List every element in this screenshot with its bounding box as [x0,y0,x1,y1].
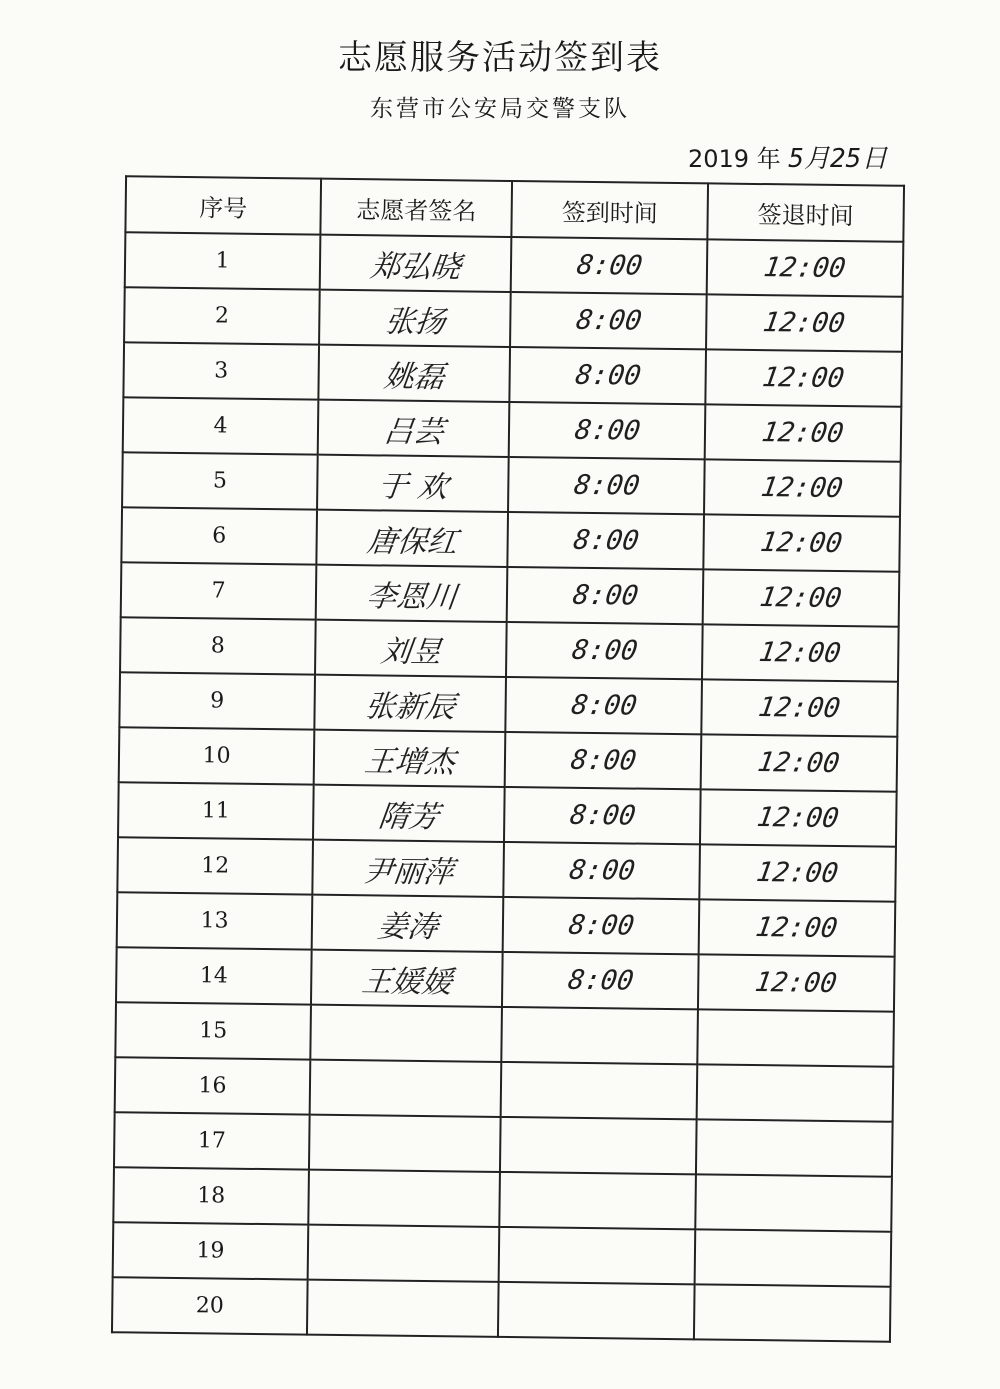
table-row [114,1112,893,1177]
signout-time: 12:00 [761,307,848,340]
table-row [117,892,896,957]
table-row [121,507,900,572]
volunteer-signature: 尹丽萍 [360,853,455,890]
volunteer-signature: 唐保红 [364,523,459,560]
signin-time-cell [502,1007,698,1064]
signin-time: 8:00 [567,799,638,832]
organization-subtitle: 东营市公安局交警支队 [370,96,630,122]
signin-time: 8:00 [568,744,638,777]
volunteer-signature: 隋芳 [376,798,441,835]
signin-time-cell [500,1172,696,1229]
signout-time: 12:00 [758,527,845,560]
signin-time: 8:00 [570,524,641,557]
signature-cell [314,730,506,787]
sheet-date [688,138,887,175]
signin-time-cell [503,897,699,954]
signin-time-cell [498,1282,694,1339]
signout-time: 12:00 [755,747,842,780]
signature-cell [318,345,510,402]
row-number: 14 [116,947,312,1004]
row-number: 15 [115,1002,311,1059]
signin-time-cell [504,842,700,899]
signout-time-cell [697,1009,894,1066]
signout-time: 12:00 [754,857,841,890]
signature-cell [313,785,505,842]
row-number: 12 [117,837,313,894]
signin-time: 8:00 [570,579,640,612]
signin-time: 8:00 [573,304,644,337]
signout-time: 12:00 [759,417,846,450]
signout-time: 12:00 [755,802,842,835]
signout-time-cell [701,734,898,791]
signout-time-cell [697,1064,894,1121]
signin-time: 8:00 [571,469,642,502]
row-number: 16 [115,1057,311,1114]
signout-time-cell [703,569,900,626]
row-number: 20 [112,1277,308,1334]
date-month-day: 5月25日 [788,144,888,174]
signin-time: 8:00 [568,689,639,722]
signin-time-cell [502,952,698,1009]
signout-time-cell [698,954,895,1011]
signature-cell [307,1280,499,1337]
volunteer-signature: 郑弘晓 [368,248,463,285]
volunteer-signature: 张新辰 [362,688,457,725]
table-row [119,672,898,737]
header-number: 序号 [125,176,321,234]
row-number: 2 [124,287,320,344]
table-header-row [125,176,904,242]
signin-time: 8:00 [569,634,640,667]
header-signin-time: 签到时间 [512,181,708,239]
signature-cell [315,620,507,677]
header-signout-time: 签退时间 [707,183,904,241]
table-body [112,232,903,1341]
signin-time: 8:00 [566,909,636,942]
signout-time-cell [706,294,903,351]
row-number: 3 [123,342,319,399]
table-row [115,1057,894,1122]
signout-time: 12:00 [759,472,846,505]
signature-cell [312,840,504,897]
document-title: 志愿服务活动签到表 [338,38,662,78]
signout-time-cell [700,789,897,846]
signout-time: 12:00 [756,692,843,725]
row-number: 9 [119,672,315,729]
signout-time-cell [694,1284,891,1341]
row-number: 19 [113,1222,309,1279]
signout-time-cell [705,349,902,406]
table-row [117,837,896,902]
signature-cell [310,1060,502,1117]
signature-cell [316,510,508,567]
signout-time: 12:00 [757,637,844,670]
signin-time-cell [510,292,706,349]
volunteer-signature: 姜涛 [375,908,440,945]
signature-cell [308,1170,500,1227]
table-row [123,342,902,407]
volunteer-signature: 刘昱 [378,633,443,670]
table-row [120,617,899,682]
signin-time-cell [500,1117,696,1174]
row-number: 18 [113,1167,309,1224]
signin-time: 8:00 [565,964,636,997]
table-row [122,452,901,517]
signature-cell [320,235,512,292]
signout-time: 12:00 [761,252,849,285]
signin-time: 8:00 [574,249,645,282]
signout-time: 12:00 [753,912,840,945]
table-row [115,1002,894,1067]
signin-table [111,175,905,1342]
row-number: 17 [114,1112,310,1169]
signature-cell [309,1115,501,1172]
table-row [112,1277,891,1342]
signin-time-cell [507,567,703,624]
row-number: 4 [123,397,319,454]
row-number: 7 [121,562,317,619]
signin-time-cell [511,237,707,294]
signin-time: 8:00 [566,854,637,887]
signature-cell [317,455,509,512]
signin-time: 8:00 [572,359,643,392]
signout-time-cell [707,239,904,296]
signin-time-cell [508,512,704,569]
signout-time-cell [699,899,896,956]
row-number: 1 [125,232,321,289]
row-number: 8 [120,617,316,674]
signout-time-cell [695,1174,892,1231]
table-row [118,782,897,847]
signature-cell [319,290,511,347]
signout-time-cell [704,459,901,516]
table-row [125,232,904,297]
volunteer-signature: 李恩川 [364,578,459,615]
row-number: 6 [121,507,317,564]
volunteer-signature: 姚磊 [381,358,447,395]
signin-time-cell [505,732,701,789]
signout-time-cell [696,1119,893,1176]
signout-time-cell [699,844,896,901]
signout-time: 12:00 [753,967,840,1000]
signin-time: 8:00 [572,414,643,447]
table-row [113,1222,892,1287]
volunteer-signature: 王媛媛 [359,963,454,1000]
signout-time-cell [701,679,898,736]
signin-time-cell [499,1227,695,1284]
signature-cell [310,1005,502,1062]
signature-cell [314,675,506,732]
signature-cell [316,565,508,622]
signin-time-cell [506,622,702,679]
signout-time: 12:00 [757,582,844,615]
signature-cell [311,950,503,1007]
volunteer-signature: 王增杰 [362,743,457,780]
signin-time-cell [501,1062,697,1119]
signin-time-cell [509,402,705,459]
signature-cell [318,400,510,457]
table-row [124,287,903,352]
signout-time-cell [702,624,899,681]
signature-cell [312,895,504,952]
date-year-unit: 年 [756,145,781,173]
table-row [119,727,898,792]
signout-time-cell [703,514,900,571]
signature-cell [308,1225,500,1282]
signout-time: 12:00 [760,362,847,395]
volunteer-signature: 于 欢 [375,468,450,505]
row-number: 10 [119,727,315,784]
table-row [113,1167,892,1232]
volunteer-signature: 吕芸 [381,413,446,450]
table-row [123,397,902,462]
header-signature: 志愿者签名 [320,179,512,237]
signin-time-cell [504,787,700,844]
row-number: 11 [118,782,314,839]
table-row [116,947,895,1012]
signin-time-cell [510,347,706,404]
signout-time-cell [705,404,902,461]
table-row [121,562,900,627]
row-number: 5 [122,452,318,509]
date-year: 2019 [688,145,750,173]
signout-time-cell [695,1229,892,1286]
volunteer-signature: 张扬 [382,303,447,340]
row-number: 13 [117,892,313,949]
signin-time-cell [506,677,702,734]
signin-time-cell [508,457,704,514]
